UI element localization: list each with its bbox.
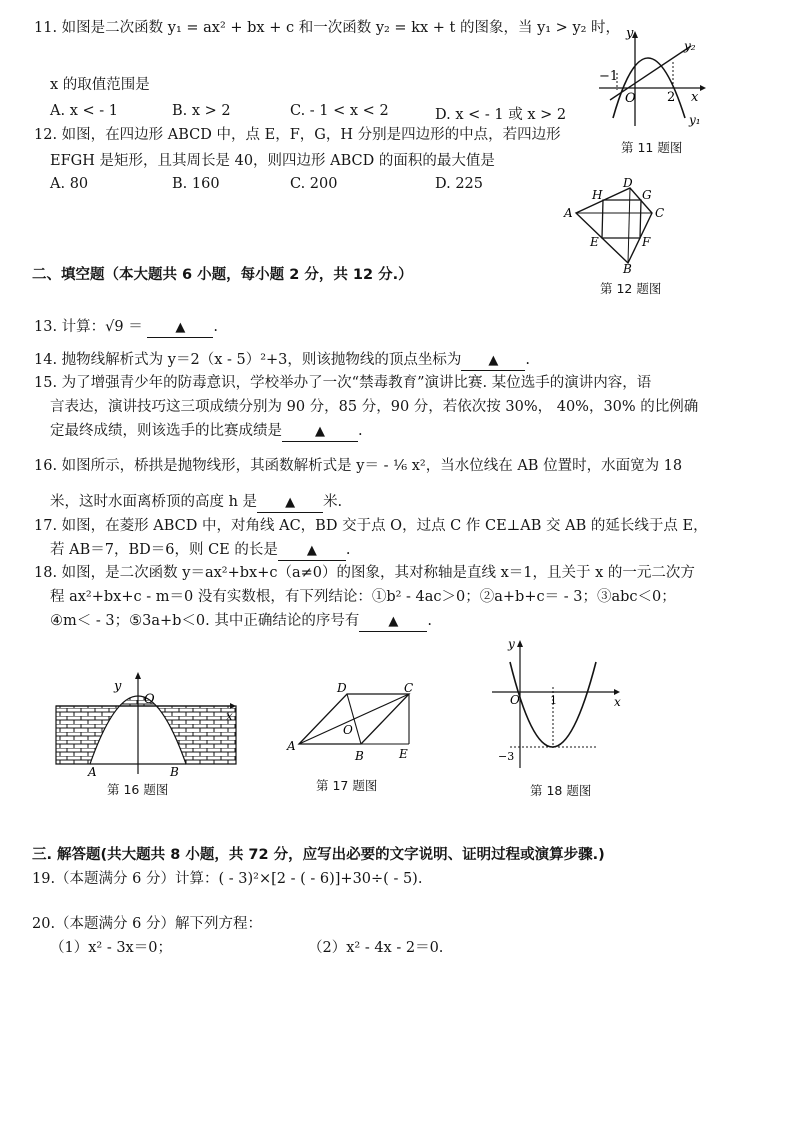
- figure-12-caption: 第 12 题图: [600, 281, 662, 296]
- q19-text: 19.（本题满分 6 分）计算：( - 3)²×[2 - ( - 6)]+30÷( - 5).: [32, 871, 423, 887]
- fig17-label-a: A: [287, 739, 296, 753]
- q14-prefix: 14. 抛物线解析式为 y＝2（x - 5）²+3，则该抛物线的顶点坐标为: [34, 352, 462, 368]
- q11-line1: 11. 如图是二次函数 y₁ = ax² + bx + c 和一次函数 y₂ = kx + t 的图象，当 y₁ > y₂ 时，: [34, 20, 621, 36]
- q15-line1: 15. 为了增强青少年的防毒意识，学校举办了一次“禁毒教育”演讲比赛. 某位选手的演讲内容，语: [34, 375, 652, 391]
- q15-end: .: [358, 423, 363, 439]
- q15-blank-mark: ▲: [315, 424, 325, 439]
- fig11-label-neg1: −1: [599, 69, 619, 84]
- fig17-label-e: E: [399, 747, 408, 761]
- fig16-label-o: O: [144, 692, 155, 707]
- q13-expr: √9 ＝: [105, 319, 143, 335]
- q11-line2: x 的取值范围是: [50, 77, 150, 93]
- q15-line3-prefix: 定最终成绩，则该选手的比赛成绩是: [50, 423, 282, 439]
- figure-18-caption: 第 18 题图: [530, 783, 592, 798]
- q13-answer-blank[interactable]: [147, 318, 213, 338]
- q18-line3: [50, 611, 432, 632]
- q16-line1: 16. 如图所示，桥拱是抛物线形，其函数解析式是 y＝ - ¹⁄₆ x²，当水位线在 AB 位置时，水面宽为 18: [34, 458, 683, 474]
- figure-12: [560, 175, 675, 275]
- fig12-label-b: B: [623, 262, 632, 275]
- section-2-heading: 二、填空题（本大题共 6 小题，每小题 2 分，共 12 分.）: [32, 267, 413, 283]
- fig18-label-neg3: −3: [498, 750, 515, 763]
- q11-option-a: A. x < - 1: [50, 103, 118, 119]
- fig11-label-y2: y₂: [684, 39, 696, 53]
- q14-line: [34, 350, 530, 371]
- fig16-label-b: B: [170, 765, 179, 778]
- fig12-label-c: C: [655, 206, 665, 220]
- fig16-label-y: y: [114, 679, 122, 694]
- q12-option-d: D. 225: [435, 176, 484, 192]
- fig17-label-d: D: [337, 681, 347, 695]
- q16-line2: [50, 492, 342, 513]
- q11-option-b: B. x > 2: [172, 103, 231, 119]
- fig11-label-origin: O: [625, 91, 636, 106]
- fig18-label-1: 1: [550, 694, 557, 707]
- q16-line2-suffix: 米.: [323, 494, 343, 510]
- q17-line2: [50, 540, 350, 561]
- q13-blank-mark: ▲: [175, 320, 186, 335]
- fig11-label-y1: y₁: [689, 113, 701, 127]
- q17-blank-mark: ▲: [306, 543, 317, 558]
- q13-prefix: 13. 计算：: [34, 319, 106, 335]
- q15-line3: [50, 421, 363, 442]
- fig11-label-2: 2: [667, 90, 676, 105]
- q20-text: 20.（本题满分 6 分）解下列方程：: [32, 916, 263, 932]
- fig17-label-b: B: [355, 749, 364, 763]
- q18-answer-blank[interactable]: [359, 612, 427, 632]
- q12-line2: EFGH 是矩形，且其周长是 40，则四边形 ABCD 的面积的最大值是: [50, 153, 495, 169]
- fig18-label-x: x: [614, 695, 621, 709]
- q16-line2-prefix: 米，这时水面离桥顶的高度 h 是: [50, 494, 258, 510]
- q13-line: [34, 317, 218, 338]
- fig11-label-y: y: [626, 28, 634, 41]
- fig11-label-x: x: [691, 90, 699, 105]
- q14-end: .: [525, 352, 531, 368]
- q12-option-b: B. 160: [172, 176, 220, 192]
- q15-line2: 言表达，演讲技巧这三项成绩分别为 90 分，85 分，90 分，若依次按 30%， 40%，30% 的比例确: [50, 399, 699, 415]
- fig18-label-y: y: [508, 637, 515, 651]
- q14-blank-mark: ▲: [488, 353, 499, 368]
- figure-16-caption: 第 16 题图: [107, 782, 169, 797]
- q12-option-a: A. 80: [50, 176, 89, 192]
- fig12-label-f: F: [642, 235, 651, 249]
- fig12-label-g: G: [642, 188, 652, 202]
- figure-16: [50, 668, 250, 778]
- fig16-label-x: x: [226, 709, 233, 723]
- q16-answer-blank[interactable]: [257, 493, 323, 513]
- q18-line1: 18. 如图，是二次函数 y＝ax²+bx+c（a≠0）的图象，其对称轴是直线 x＝1，且关于 x 的一元二次方: [34, 565, 695, 581]
- q16-blank-mark: ▲: [285, 495, 296, 510]
- fig17-label-o: O: [343, 723, 353, 737]
- q13-end: .: [213, 319, 218, 335]
- figure-18: [488, 632, 628, 772]
- q15-answer-blank[interactable]: [282, 422, 358, 442]
- q11-option-c: C. - 1 < x < 2: [290, 103, 389, 119]
- fig12-label-d: D: [623, 176, 633, 190]
- q20-part1: （1）x² - 3x＝0；: [50, 940, 172, 956]
- q17-line1: 17. 如图，在菱形 ABCD 中，对角线 AC，BD 交于点 O，过点 C 作 CE⊥AB 交 AB 的延长线于点 E，: [34, 518, 708, 534]
- section-3-heading: 三. 解答题(共大题共 8 小题，共 72 分，应写出必要的文字说明、证明过程或演算步骤.): [32, 847, 605, 863]
- figure-11-caption: 第 11 题图: [621, 140, 683, 155]
- q17-answer-blank[interactable]: [278, 541, 346, 561]
- figure-17-caption: 第 17 题图: [316, 778, 378, 793]
- figure-17: [285, 680, 425, 765]
- figure-11: [595, 28, 710, 128]
- fig16-label-a: A: [88, 765, 97, 778]
- q17-end: .: [345, 542, 351, 558]
- q14-answer-blank[interactable]: [461, 351, 525, 371]
- q20-part2: （2）x² - 4x - 2＝0.: [308, 940, 444, 956]
- q18-line2: 程 ax²+bx+c - m＝0 没有实数根，有下列结论：①b² - 4ac＞0；②a+b+c＝ - 3；③abc＜0；: [50, 589, 676, 605]
- q11-option-d: D. x < - 1 或 x > 2: [435, 107, 567, 123]
- q18-line3-prefix: ④m＜ - 3；⑤3a+b＜0. 其中正确结论的序号有: [50, 613, 360, 629]
- fig18-label-o: O: [510, 693, 520, 707]
- q12-option-c: C. 200: [290, 176, 338, 192]
- fig12-label-h: H: [592, 188, 603, 202]
- q18-end: .: [427, 613, 432, 629]
- q17-line2-prefix: 若 AB＝7，BD＝6，则 CE 的长是: [50, 542, 278, 558]
- q12-line1: 12. 如图，在四边形 ABCD 中，点 E，F，G，H 分别是四边形的中点，若四边形: [34, 127, 561, 143]
- fig12-label-a: A: [564, 206, 573, 220]
- fig12-label-e: E: [590, 235, 599, 249]
- fig17-label-c: C: [404, 681, 414, 695]
- q18-blank-mark: ▲: [388, 614, 399, 629]
